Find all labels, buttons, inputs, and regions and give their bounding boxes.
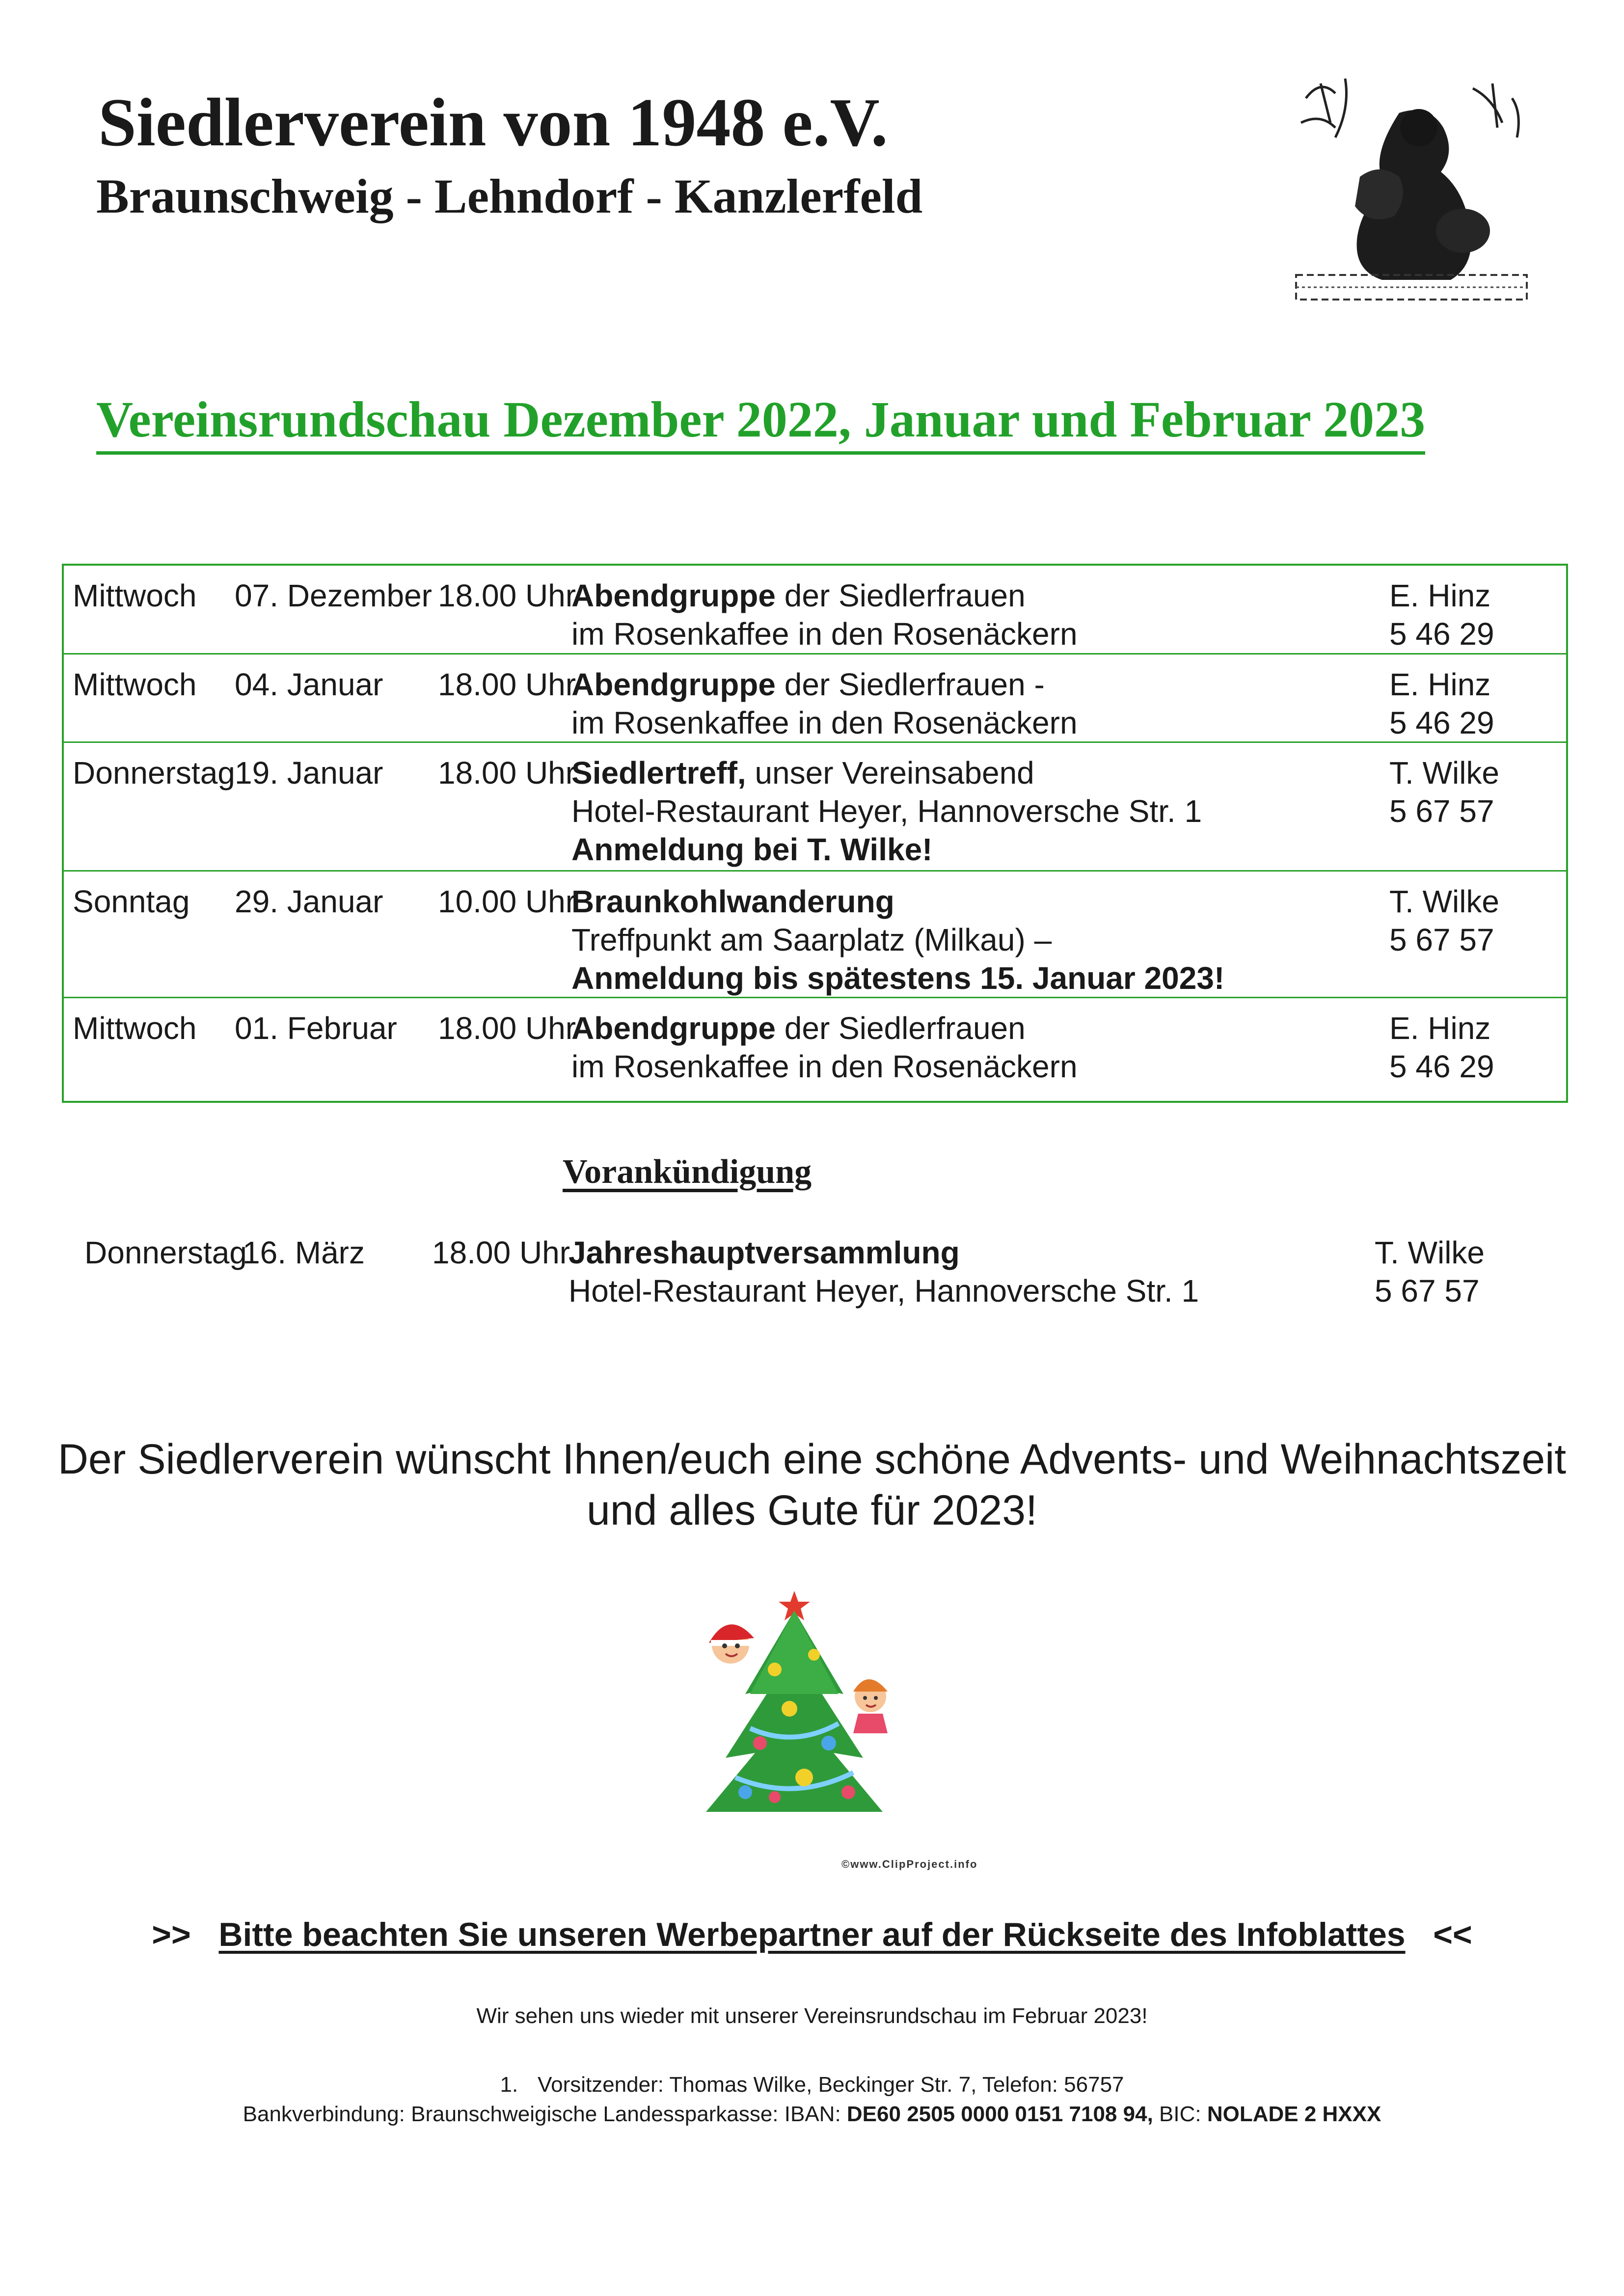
event-date: 19. Januar (235, 755, 383, 791)
event-title: Braunkohlwanderung (571, 884, 894, 919)
event-location: im Rosenkaffee in den Rosenäckern (571, 705, 1078, 740)
event-contact (1389, 576, 1494, 653)
event-time: 10.00 Uhr (438, 884, 576, 919)
partner-notice (0, 1918, 1624, 1951)
event-location: im Rosenkaffee in den Rosenäckern (571, 1049, 1078, 1084)
event-title-rest: unser Vereinsabend (746, 755, 1034, 791)
contact-phone: 5 46 29 (1389, 616, 1494, 652)
event-date: 07. Dezember (235, 578, 432, 613)
image-credit: ©www.ClipProject.info (841, 1858, 978, 1870)
contact-name: E. Hinz (1389, 1011, 1491, 1046)
contact-phone: 5 46 29 (1389, 705, 1494, 740)
event-day: Mittwoch (73, 667, 197, 702)
events-table (62, 564, 1568, 1103)
contact-phone: 5 67 57 (1375, 1273, 1480, 1309)
bic-label: BIC: (1153, 2102, 1207, 2126)
season-greeting (0, 1434, 1624, 1536)
event-time: 18.00 Uhr (438, 1011, 576, 1046)
event-title: Abendgruppe (571, 1011, 776, 1046)
chair-number: 1. (500, 2073, 518, 2097)
event-description (568, 1233, 1199, 1310)
event-contact (1389, 754, 1499, 830)
contact-name: T. Wilke (1389, 755, 1499, 791)
greeting-line-2: und alles Gute für 2023! (587, 1487, 1037, 1534)
contact-name: T. Wilke (1389, 884, 1499, 919)
chair-text: Vorsitzender: Thomas Wilke, Beckinger Str. 7, Telefon: 56757 (538, 2073, 1124, 2097)
event-day: Sonntag (73, 884, 190, 919)
event-row (64, 653, 1566, 743)
club-subtitle: Braunschweig - Lehndorf - Kanzlerfeld (96, 169, 923, 223)
event-date: 01. Februar (235, 1011, 397, 1046)
event-day: Mittwoch (73, 578, 197, 613)
event-title: Siedlertreff, (571, 755, 746, 791)
event-date: 16. März (243, 1235, 365, 1270)
event-contact (1389, 882, 1499, 959)
chair-info (0, 2074, 1624, 2096)
club-logo-sculpture (1286, 69, 1537, 314)
bank-bic: NOLADE 2 HXXX (1207, 2102, 1381, 2126)
event-contact (1389, 665, 1494, 742)
event-description (571, 882, 1224, 997)
contact-phone: 5 46 29 (1389, 1049, 1494, 1084)
event-row (64, 741, 1566, 872)
partner-suffix: << (1433, 1916, 1472, 1953)
event-note: Anmeldung bis spätestens 15. Januar 2023! (571, 960, 1225, 996)
event-date: 29. Januar (235, 884, 383, 919)
newsletter-headline: Vereinsrundschau Dezember 2022, Januar und Februar 2023 (96, 393, 1425, 455)
preview-event (0, 1233, 1624, 1322)
event-location: Hotel-Restaurant Heyer, Hannoversche Str. 1 (568, 1273, 1199, 1309)
greeting-line-1: Der Siedlerverein wünscht Ihnen/euch eine schöne Advents- und Weihnachtszeit (57, 1436, 1567, 1483)
event-row (64, 566, 1566, 653)
partner-text: Bitte beachten Sie unseren Werbepartner auf der Rückseite des Infoblattes (218, 1916, 1406, 1953)
event-contact (1375, 1233, 1485, 1310)
event-description (571, 665, 1078, 742)
christmas-tree-clipart (677, 1581, 912, 1827)
contact-name: E. Hinz (1389, 667, 1491, 702)
contact-name: E. Hinz (1389, 578, 1491, 613)
event-title: Abendgruppe (571, 667, 776, 702)
event-note: Anmeldung bei T. Wilke! (571, 832, 933, 867)
event-location: Hotel-Restaurant Heyer, Hannoversche Str. 1 (571, 793, 1202, 829)
event-title: Abendgruppe (571, 578, 776, 613)
contact-phone: 5 67 57 (1389, 793, 1494, 829)
event-day: Donnerstag (73, 755, 235, 791)
event-description (571, 1009, 1078, 1086)
event-title-rest: der Siedlerfrauen (775, 578, 1026, 613)
bank-iban: DE60 2505 0000 0151 7108 94, (846, 2102, 1153, 2126)
event-contact (1389, 1009, 1494, 1086)
event-day: Donnerstag (84, 1235, 247, 1270)
bank-info (0, 2104, 1624, 2125)
partner-prefix: >> (152, 1916, 191, 1953)
event-row (64, 870, 1566, 998)
bank-label: Bankverbindung: Braunschweigische Landessparkasse: IBAN: (243, 2102, 847, 2126)
contact-phone: 5 67 57 (1389, 922, 1494, 957)
event-time: 18.00 Uhr (438, 755, 576, 791)
preview-heading: Vorankündigung (563, 1153, 812, 1191)
event-title: Jahreshauptversammlung (568, 1235, 960, 1270)
contact-name: T. Wilke (1375, 1235, 1485, 1270)
event-description (571, 576, 1078, 653)
event-location: Treffpunkt am Saarplatz (Milkau) – (571, 922, 1052, 957)
event-time: 18.00 Uhr (432, 1235, 570, 1270)
event-row (64, 997, 1566, 1102)
event-location: im Rosenkaffee in den Rosenäckern (571, 616, 1078, 652)
event-title-rest: der Siedlerfrauen - (775, 667, 1045, 702)
event-day: Mittwoch (73, 1011, 197, 1046)
event-time: 18.00 Uhr (438, 667, 576, 702)
event-title-rest: der Siedlerfrauen (775, 1011, 1026, 1046)
see-you-note: Wir sehen uns wieder mit unserer Vereinsrundschau im Februar 2023! (476, 2004, 1148, 2028)
event-date: 04. Januar (235, 667, 383, 702)
event-description (571, 754, 1202, 869)
club-title: Siedlerverein von 1948 e.V. (98, 84, 888, 161)
event-time: 18.00 Uhr (438, 578, 576, 613)
